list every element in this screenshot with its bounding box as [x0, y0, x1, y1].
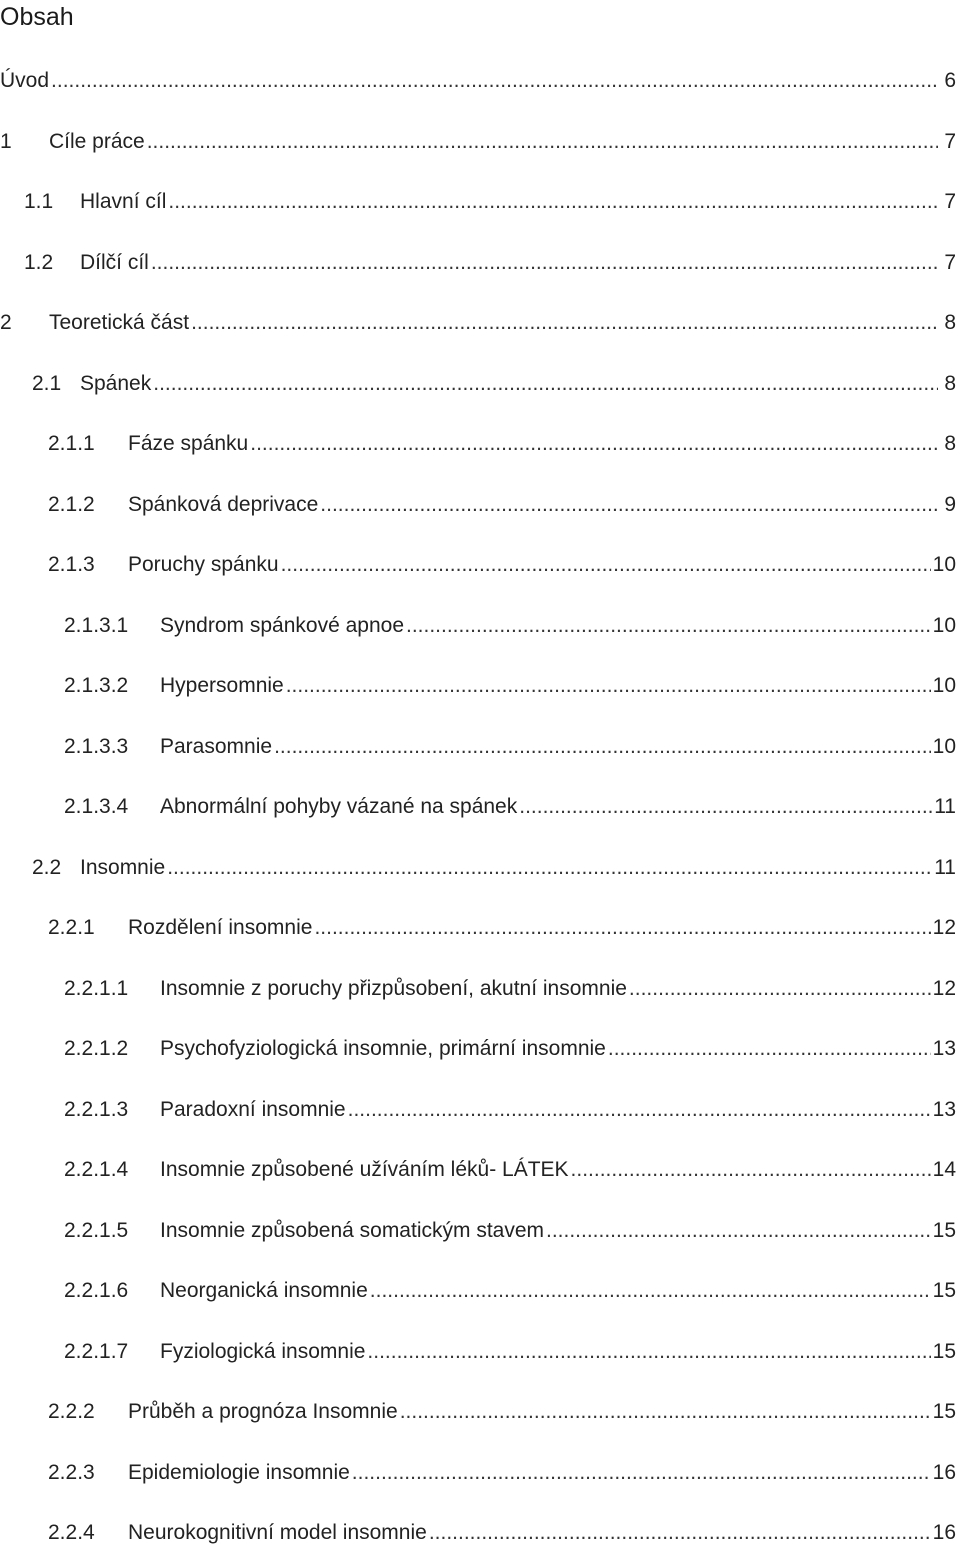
- toc-leader: [608, 1034, 931, 1064]
- toc-page: 10: [932, 614, 956, 637]
- toc-number: 2.2.1.6: [64, 1279, 129, 1302]
- toc-leader: [314, 913, 930, 943]
- toc-entry[interactable]: [0, 792, 956, 822]
- toc-number: 2.2.4: [48, 1521, 95, 1544]
- toc-number: 2.1.3.2: [64, 674, 129, 697]
- toc-entry[interactable]: [0, 732, 956, 762]
- toc-leader: [320, 490, 938, 520]
- toc-leader: [370, 1276, 931, 1306]
- toc-label: Fáze spánku: [128, 432, 249, 455]
- toc-entry[interactable]: [0, 1155, 956, 1185]
- toc-leader: [147, 127, 938, 157]
- toc-entry[interactable]: [0, 187, 956, 217]
- toc-page: 13: [932, 1037, 956, 1060]
- toc-entry[interactable]: [0, 127, 956, 157]
- toc-page: 6: [944, 69, 956, 92]
- toc-page: 16: [932, 1461, 956, 1484]
- toc-page: 7: [944, 190, 956, 213]
- toc-leader: [51, 66, 938, 96]
- toc-number: 2.2.3: [48, 1461, 95, 1484]
- toc-label: Parasomnie: [160, 735, 273, 758]
- toc-page: 15: [932, 1279, 956, 1302]
- toc-leader: [400, 1397, 931, 1427]
- toc-page: 13: [932, 1098, 956, 1121]
- toc-number: 2.1.1: [48, 432, 95, 455]
- toc-entry[interactable]: [0, 490, 956, 520]
- toc-number: 2.2.1.2: [64, 1037, 129, 1060]
- toc-number: 2.2.1: [48, 916, 95, 939]
- toc-leader: [367, 1337, 930, 1367]
- toc-leader: [519, 792, 932, 822]
- toc-label: Úvod: [0, 69, 50, 92]
- toc-label: Neorganická insomnie: [160, 1279, 368, 1302]
- toc-page: 9: [944, 493, 956, 516]
- toc-page: 16: [932, 1521, 956, 1544]
- toc-page: 8: [944, 372, 956, 395]
- toc-label: Fyziologická insomnie: [160, 1340, 366, 1363]
- toc-number: 2.2: [32, 856, 62, 879]
- toc-label: Insomnie způsobená somatickým stavem: [160, 1219, 544, 1242]
- toc-leader: [406, 611, 931, 641]
- toc-leader: [153, 369, 938, 399]
- toc-number: 2.1.3: [48, 553, 95, 576]
- toc-page: 15: [932, 1219, 956, 1242]
- toc-number: 2.2.1.7: [64, 1340, 129, 1363]
- toc-page: 8: [944, 311, 956, 334]
- toc-entry[interactable]: [0, 1458, 956, 1488]
- toc-leader: [191, 308, 938, 338]
- toc-label: Dílčí cíl: [80, 251, 149, 274]
- toc-leader: [286, 671, 931, 701]
- toc-number: 2.2.1.4: [64, 1158, 129, 1181]
- toc-label: Neurokognitivní model insomnie: [128, 1521, 427, 1544]
- toc-leader: [546, 1216, 931, 1246]
- toc-page: 11: [934, 856, 956, 879]
- toc-number: 2.1.3.4: [64, 795, 129, 818]
- toc-number: 2.2.1.5: [64, 1219, 129, 1242]
- toc-page: 10: [932, 735, 956, 758]
- toc-number: 1: [0, 130, 12, 153]
- toc-entry[interactable]: [0, 913, 956, 943]
- toc-entry[interactable]: [0, 1397, 956, 1427]
- toc-page: 14: [932, 1158, 956, 1181]
- toc-label: Poruchy spánku: [128, 553, 279, 576]
- toc-label: Spánková deprivace: [128, 493, 319, 516]
- toc-page: 7: [944, 251, 956, 274]
- toc-leader: [629, 974, 931, 1004]
- toc-number: 2.1.3.3: [64, 735, 129, 758]
- toc-entry[interactable]: [0, 853, 956, 883]
- toc-leader: [250, 429, 938, 459]
- toc-entry[interactable]: [0, 550, 956, 580]
- toc-number: 2.1.3.1: [64, 614, 129, 637]
- toc-number: 2.2.1.1: [64, 977, 129, 1000]
- toc-page: 15: [932, 1340, 956, 1363]
- toc-page: 10: [932, 553, 956, 576]
- toc-label: Insomnie způsobené užíváním léků- LÁTEK: [160, 1158, 569, 1181]
- toc-leader: [274, 732, 931, 762]
- toc-entry[interactable]: [0, 1337, 956, 1367]
- toc-leader: [167, 853, 932, 883]
- toc-entry[interactable]: [0, 611, 956, 641]
- toc-label: Rozdělení insomnie: [128, 916, 313, 939]
- toc-label: Psychofyziologická insomnie, primární insomnie: [160, 1037, 606, 1060]
- toc-entry[interactable]: [0, 1095, 956, 1125]
- toc-label: Paradoxní insomnie: [160, 1098, 346, 1121]
- toc-entry[interactable]: [0, 974, 956, 1004]
- toc-label: Cíle práce: [49, 130, 145, 153]
- toc-number: 1.1: [24, 190, 54, 213]
- toc-leader: [151, 248, 938, 278]
- toc-page: 12: [932, 916, 956, 939]
- page-title: Obsah: [0, 3, 74, 31]
- toc-label: Epidemiologie insomnie: [128, 1461, 350, 1484]
- toc-label: Syndrom spánkové apnoe: [160, 614, 404, 637]
- toc-leader: [352, 1458, 931, 1488]
- toc-page: 15: [932, 1400, 956, 1423]
- toc-entry[interactable]: [0, 671, 956, 701]
- toc-label: Insomnie z poruchy přizpůsobení, akutní insomnie: [160, 977, 627, 1000]
- toc-page: 11: [934, 795, 956, 818]
- toc-entry[interactable]: [0, 66, 956, 96]
- toc-entry[interactable]: [0, 1276, 956, 1306]
- toc-leader: [571, 1155, 931, 1185]
- toc-page: 7: [944, 130, 956, 153]
- toc-entry[interactable]: [0, 1518, 956, 1548]
- toc-leader: [168, 187, 938, 217]
- toc-label: Hlavní cíl: [80, 190, 167, 213]
- toc-number: 2.1: [32, 372, 62, 395]
- toc-leader: [348, 1095, 931, 1125]
- toc-leader: [429, 1518, 931, 1548]
- toc-label: Spánek: [80, 372, 152, 395]
- toc-label: Teoretická část: [49, 311, 190, 334]
- toc-entry[interactable]: [0, 1034, 956, 1064]
- toc-number: 2: [0, 311, 12, 334]
- toc-number: 2.1.2: [48, 493, 95, 516]
- toc-entry[interactable]: [0, 1216, 956, 1246]
- toc-number: 1.2: [24, 251, 54, 274]
- toc-entry[interactable]: [0, 369, 956, 399]
- toc-number: 2.2.1.3: [64, 1098, 129, 1121]
- toc-page: 12: [932, 977, 956, 1000]
- toc-label: Insomnie: [80, 856, 166, 879]
- toc-leader: [281, 550, 931, 580]
- toc-entry[interactable]: [0, 308, 956, 338]
- toc-page: 10: [932, 674, 956, 697]
- toc-label: Hypersomnie: [160, 674, 284, 697]
- toc-page: 8: [944, 432, 956, 455]
- toc-label: Abnormální pohyby vázané na spánek: [160, 795, 518, 818]
- toc-label: Průběh a prognóza Insomnie: [128, 1400, 398, 1423]
- toc-entry[interactable]: [0, 248, 956, 278]
- toc-number: 2.2.2: [48, 1400, 95, 1423]
- toc-entry[interactable]: [0, 429, 956, 459]
